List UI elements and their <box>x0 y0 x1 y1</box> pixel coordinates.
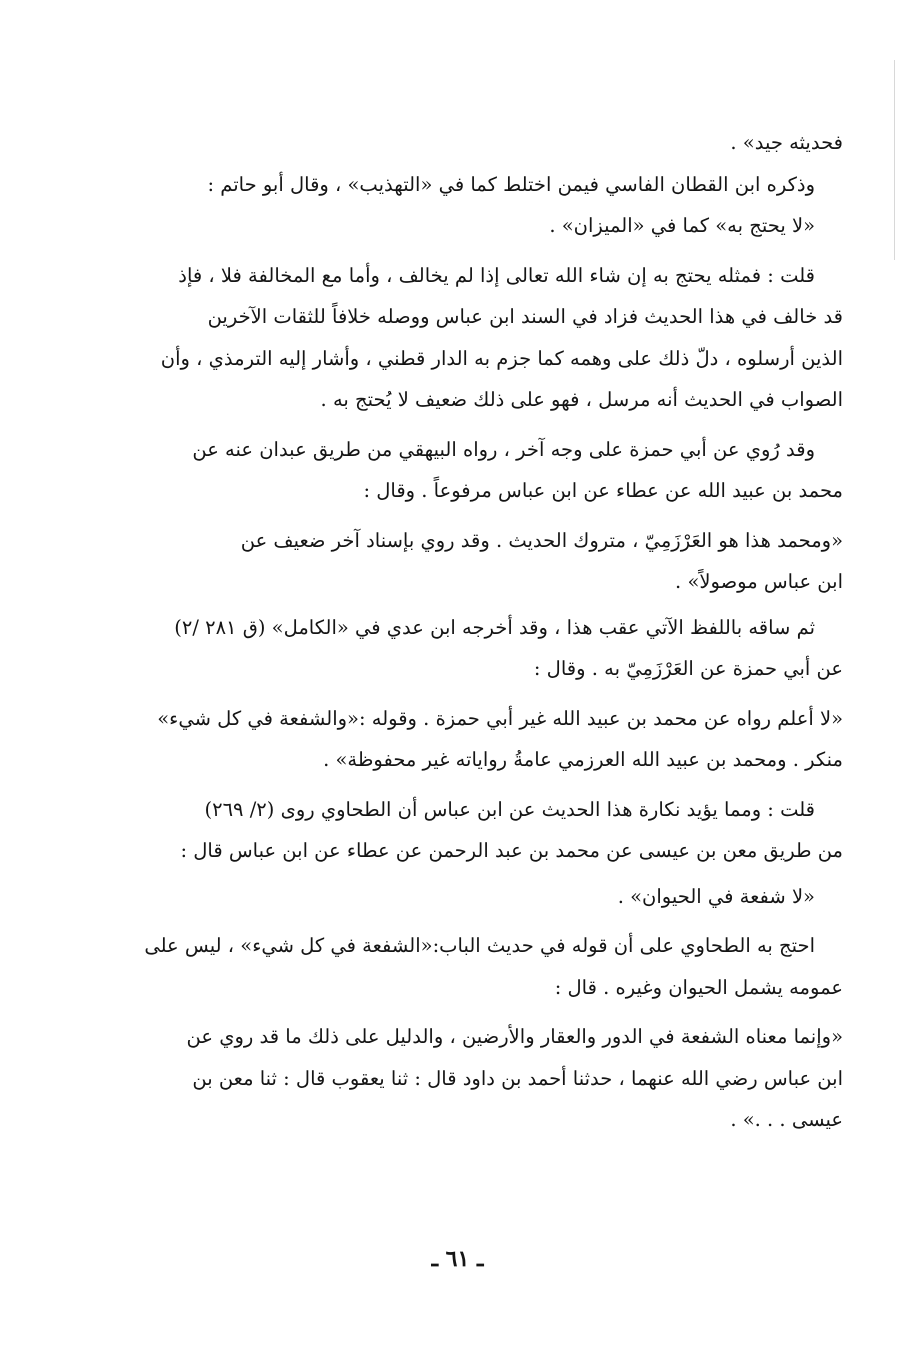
text-line: وقد رُوي عن أبي حمزة على وجه آخر ، رواه البيهقي من طريق عبدان عنه عن <box>192 437 815 461</box>
text-line: محمد بن عبيد الله عن عطاء عن ابن عباس مرفوعاً . وقال : <box>363 479 843 502</box>
page-number: ـ ٦١ ـ <box>431 1246 484 1272</box>
body-text <box>98 122 843 1141</box>
text-line: عيسى . . .» . <box>730 1108 843 1131</box>
text-line: قد خالف في هذا الحديث فزاد في السند ابن عباس ووصله خلافاً للثقات الآخرين <box>207 305 843 328</box>
text-line: وذكره ابن القطان الفاسي فيمن اختلط كما في «التهذيب» ، وقال أبو حاتم : <box>207 172 815 196</box>
text-line: الصواب في الحديث أنه مرسل ، فهو على ذلك ضعيف لا يُحتج به . <box>320 388 843 411</box>
text-line: عمومه يشمل الحيوان وغيره . قال : <box>554 975 843 999</box>
text-line: ثم ساقه باللفظ الآتي عقب هذا ، وقد أخرجه ابن عدي في «الكامل» (ق ٢٨١ /٢) <box>174 615 815 639</box>
text-line: فحديثه جيد» . <box>730 131 843 154</box>
text-line: من طريق معن بن عيسى عن محمد بن عبد الرحمن عن عطاء عن ابن عباس قال : <box>180 839 843 862</box>
text-line: «لا شفعة في الحيوان» . <box>617 884 815 908</box>
text-line: قلت : فمثله يحتج به إن شاء الله تعالى إذا لم يخالف ، وأما مع المخالفة فلا ، فإذ <box>178 263 815 287</box>
text-line: منكر . ومحمد بن عبيد الله العرزمي عامةُ رواياته غير محفوظة» . <box>323 748 843 771</box>
text-line: «لا أعلم رواه عن محمد بن عبيد الله غير أبي حمزة . وقوله :«والشفعة في كل شيء» <box>157 706 843 730</box>
text-line: قلت : ومما يؤيد نكارة هذا الحديث عن ابن عباس أن الطحاوي روى (٢/ ٢٦٩) <box>204 797 815 821</box>
text-line: «وإنما معناه الشفعة في الدور والعقار والأرضين ، والدليل على ذلك ما قد روي عن <box>186 1025 843 1048</box>
text-line: عن أبي حمزة عن العَرْزَمِيّ به . وقال : <box>533 657 843 680</box>
text-line: احتج به الطحاوي على أن قوله في حديث الباب:«الشفعة في كل شيء» ، ليس على <box>144 934 815 957</box>
scan-edge-line <box>894 60 895 260</box>
text-line: «لا يحتج به» كما في «الميزان» . <box>549 214 815 237</box>
text-line: ابن عباس رضي الله عنهما ، حدثنا أحمد بن داود قال : ثنا يعقوب قال : ثنا معن بن <box>192 1066 843 1090</box>
text-line: «ومحمد هذا هو العَرْزَمِيّ ، متروك الحديث . وقد روي بإسناد آخر ضعيف عن <box>240 528 843 552</box>
text-line: الذين أرسلوه ، دلّ ذلك على وهمه كما جزم به الدار قطني ، وأشار إليه الترمذي ، وأن <box>160 346 843 370</box>
text-line: ابن عباس موصولاً» . <box>675 570 843 593</box>
